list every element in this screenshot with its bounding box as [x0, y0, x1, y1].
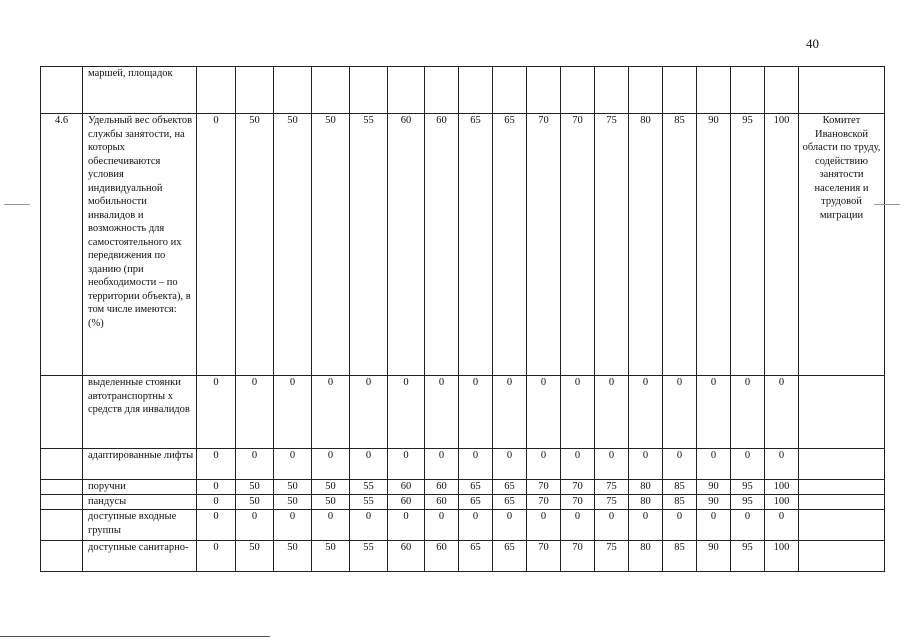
value-cell: 65 [493, 114, 527, 376]
value-cell: 0 [697, 449, 731, 480]
row-label: доступные входные группы [83, 510, 197, 541]
value-cell: 85 [663, 541, 697, 572]
value-cell [663, 67, 697, 114]
value-cell: 0 [561, 376, 595, 449]
value-cell: 90 [697, 114, 731, 376]
table-row [41, 67, 885, 114]
responsible-cell [799, 495, 885, 510]
value-cell: 50 [236, 114, 274, 376]
value-cell: 90 [697, 480, 731, 495]
row-index [41, 541, 83, 572]
value-cell: 0 [595, 449, 629, 480]
value-cell: 0 [527, 449, 561, 480]
value-cell: 65 [459, 541, 493, 572]
value-cell: 60 [388, 541, 425, 572]
value-cell: 0 [350, 376, 388, 449]
row-index: 4.6 [41, 114, 83, 376]
value-cell [459, 67, 493, 114]
table-row [41, 541, 885, 572]
value-cell: 60 [388, 114, 425, 376]
value-cell [350, 67, 388, 114]
value-cell: 60 [388, 495, 425, 510]
value-cell: 0 [697, 510, 731, 541]
value-cell: 0 [197, 114, 236, 376]
value-cell: 0 [731, 376, 765, 449]
table-row [41, 495, 885, 510]
row-label: маршей, площадок [83, 67, 197, 114]
value-cell [561, 67, 595, 114]
value-cell: 70 [527, 541, 561, 572]
row-label: Удельный вес объектов службы занятости, на которых обеспечиваются условия индивидуальной мобильности инвалидов и возможность для самостоятельного их передвижения по зданию (при необходимости – по территории объекта), в том числе имеются: (%) [83, 114, 197, 376]
value-cell: 70 [527, 480, 561, 495]
value-cell: 75 [595, 495, 629, 510]
value-cell: 70 [561, 114, 595, 376]
value-cell: 100 [765, 114, 799, 376]
scan-artifact-right [874, 204, 900, 205]
value-cell: 0 [493, 449, 527, 480]
value-cell: 60 [425, 480, 459, 495]
responsible-cell [799, 376, 885, 449]
row-index [41, 449, 83, 480]
value-cell: 0 [197, 449, 236, 480]
value-cell [425, 67, 459, 114]
value-cell: 80 [629, 114, 663, 376]
row-index [41, 67, 83, 114]
value-cell: 50 [274, 495, 312, 510]
value-cell: 0 [312, 449, 350, 480]
row-index [41, 376, 83, 449]
value-cell: 0 [663, 510, 697, 541]
value-cell: 0 [527, 510, 561, 541]
table-row [41, 480, 885, 495]
value-cell: 70 [561, 495, 595, 510]
value-cell [765, 67, 799, 114]
value-cell: 55 [350, 480, 388, 495]
value-cell: 50 [312, 480, 350, 495]
row-index [41, 480, 83, 495]
value-cell [274, 67, 312, 114]
value-cell: 60 [388, 480, 425, 495]
value-cell: 65 [493, 541, 527, 572]
value-cell: 95 [731, 480, 765, 495]
scan-artifact-bottom [0, 636, 270, 637]
value-cell: 90 [697, 495, 731, 510]
value-cell: 55 [350, 114, 388, 376]
value-cell [236, 67, 274, 114]
value-cell: 70 [561, 541, 595, 572]
row-label: пандусы [83, 495, 197, 510]
value-cell: 50 [236, 541, 274, 572]
table-row [41, 449, 885, 480]
value-cell: 65 [493, 495, 527, 510]
value-cell: 0 [459, 376, 493, 449]
value-cell: 55 [350, 541, 388, 572]
indicators-table [40, 66, 885, 572]
value-cell: 50 [236, 480, 274, 495]
value-cell: 0 [765, 376, 799, 449]
value-cell: 0 [197, 495, 236, 510]
value-cell: 70 [527, 495, 561, 510]
table-row [41, 510, 885, 541]
value-cell: 0 [731, 510, 765, 541]
value-cell: 0 [765, 510, 799, 541]
value-cell: 0 [236, 510, 274, 541]
value-cell: 50 [274, 541, 312, 572]
value-cell: 80 [629, 480, 663, 495]
row-index [41, 495, 83, 510]
value-cell: 0 [197, 480, 236, 495]
table-row [41, 376, 885, 449]
value-cell: 0 [388, 376, 425, 449]
value-cell: 50 [236, 495, 274, 510]
value-cell: 80 [629, 495, 663, 510]
value-cell [493, 67, 527, 114]
responsible-cell [799, 480, 885, 495]
value-cell: 0 [312, 510, 350, 541]
value-cell: 100 [765, 541, 799, 572]
value-cell: 55 [350, 495, 388, 510]
value-cell: 100 [765, 480, 799, 495]
value-cell [197, 67, 236, 114]
value-cell: 70 [561, 480, 595, 495]
value-cell: 0 [388, 449, 425, 480]
value-cell: 65 [459, 480, 493, 495]
value-cell: 0 [425, 510, 459, 541]
responsible-cell [799, 510, 885, 541]
value-cell [388, 67, 425, 114]
value-cell: 0 [765, 449, 799, 480]
value-cell: 0 [350, 449, 388, 480]
value-cell: 0 [459, 449, 493, 480]
value-cell: 0 [561, 510, 595, 541]
responsible-cell [799, 67, 885, 114]
value-cell [527, 67, 561, 114]
value-cell: 0 [493, 376, 527, 449]
value-cell: 75 [595, 114, 629, 376]
value-cell: 100 [765, 495, 799, 510]
responsible-cell [799, 541, 885, 572]
value-cell: 90 [697, 541, 731, 572]
value-cell: 70 [527, 114, 561, 376]
value-cell: 80 [629, 541, 663, 572]
value-cell: 65 [459, 114, 493, 376]
value-cell: 0 [388, 510, 425, 541]
responsible-cell [799, 449, 885, 480]
value-cell: 0 [629, 449, 663, 480]
value-cell: 0 [236, 376, 274, 449]
value-cell: 0 [663, 449, 697, 480]
value-cell: 0 [425, 449, 459, 480]
scan-artifact-left [4, 204, 30, 205]
responsible-cell: Комитет Ивановской области по труду, содействию занятости населения и трудовой миграции [799, 114, 885, 376]
value-cell: 0 [350, 510, 388, 541]
value-cell: 0 [629, 376, 663, 449]
value-cell: 0 [274, 510, 312, 541]
value-cell: 85 [663, 114, 697, 376]
value-cell: 0 [493, 510, 527, 541]
page-number: 40 [806, 36, 819, 51]
value-cell: 85 [663, 495, 697, 510]
value-cell [731, 67, 765, 114]
table-row [41, 114, 885, 376]
value-cell [697, 67, 731, 114]
value-cell: 0 [595, 510, 629, 541]
value-cell: 0 [731, 449, 765, 480]
value-cell: 0 [561, 449, 595, 480]
value-cell: 0 [274, 376, 312, 449]
row-index [41, 510, 83, 541]
value-cell: 0 [697, 376, 731, 449]
value-cell: 65 [493, 480, 527, 495]
value-cell: 95 [731, 541, 765, 572]
row-label: выделенные стоянки автотранспортны х средств для инвалидов [83, 376, 197, 449]
value-cell: 0 [274, 449, 312, 480]
value-cell: 50 [312, 114, 350, 376]
value-cell: 0 [459, 510, 493, 541]
value-cell: 0 [197, 541, 236, 572]
value-cell: 50 [274, 114, 312, 376]
value-cell [312, 67, 350, 114]
row-label: поручни [83, 480, 197, 495]
value-cell: 75 [595, 480, 629, 495]
value-cell: 60 [425, 495, 459, 510]
value-cell: 65 [459, 495, 493, 510]
value-cell: 0 [312, 376, 350, 449]
row-label: адаптированные лифты [83, 449, 197, 480]
value-cell: 0 [527, 376, 561, 449]
value-cell: 75 [595, 541, 629, 572]
row-label: доступные санитарно- [83, 541, 197, 572]
value-cell: 50 [312, 495, 350, 510]
value-cell [595, 67, 629, 114]
value-cell: 60 [425, 114, 459, 376]
value-cell: 60 [425, 541, 459, 572]
value-cell: 50 [312, 541, 350, 572]
value-cell: 0 [197, 510, 236, 541]
value-cell [629, 67, 663, 114]
value-cell: 0 [595, 376, 629, 449]
value-cell: 0 [236, 449, 274, 480]
value-cell: 0 [425, 376, 459, 449]
value-cell: 95 [731, 495, 765, 510]
value-cell: 95 [731, 114, 765, 376]
value-cell: 85 [663, 480, 697, 495]
value-cell: 50 [274, 480, 312, 495]
value-cell: 0 [663, 376, 697, 449]
value-cell: 0 [197, 376, 236, 449]
value-cell: 0 [629, 510, 663, 541]
